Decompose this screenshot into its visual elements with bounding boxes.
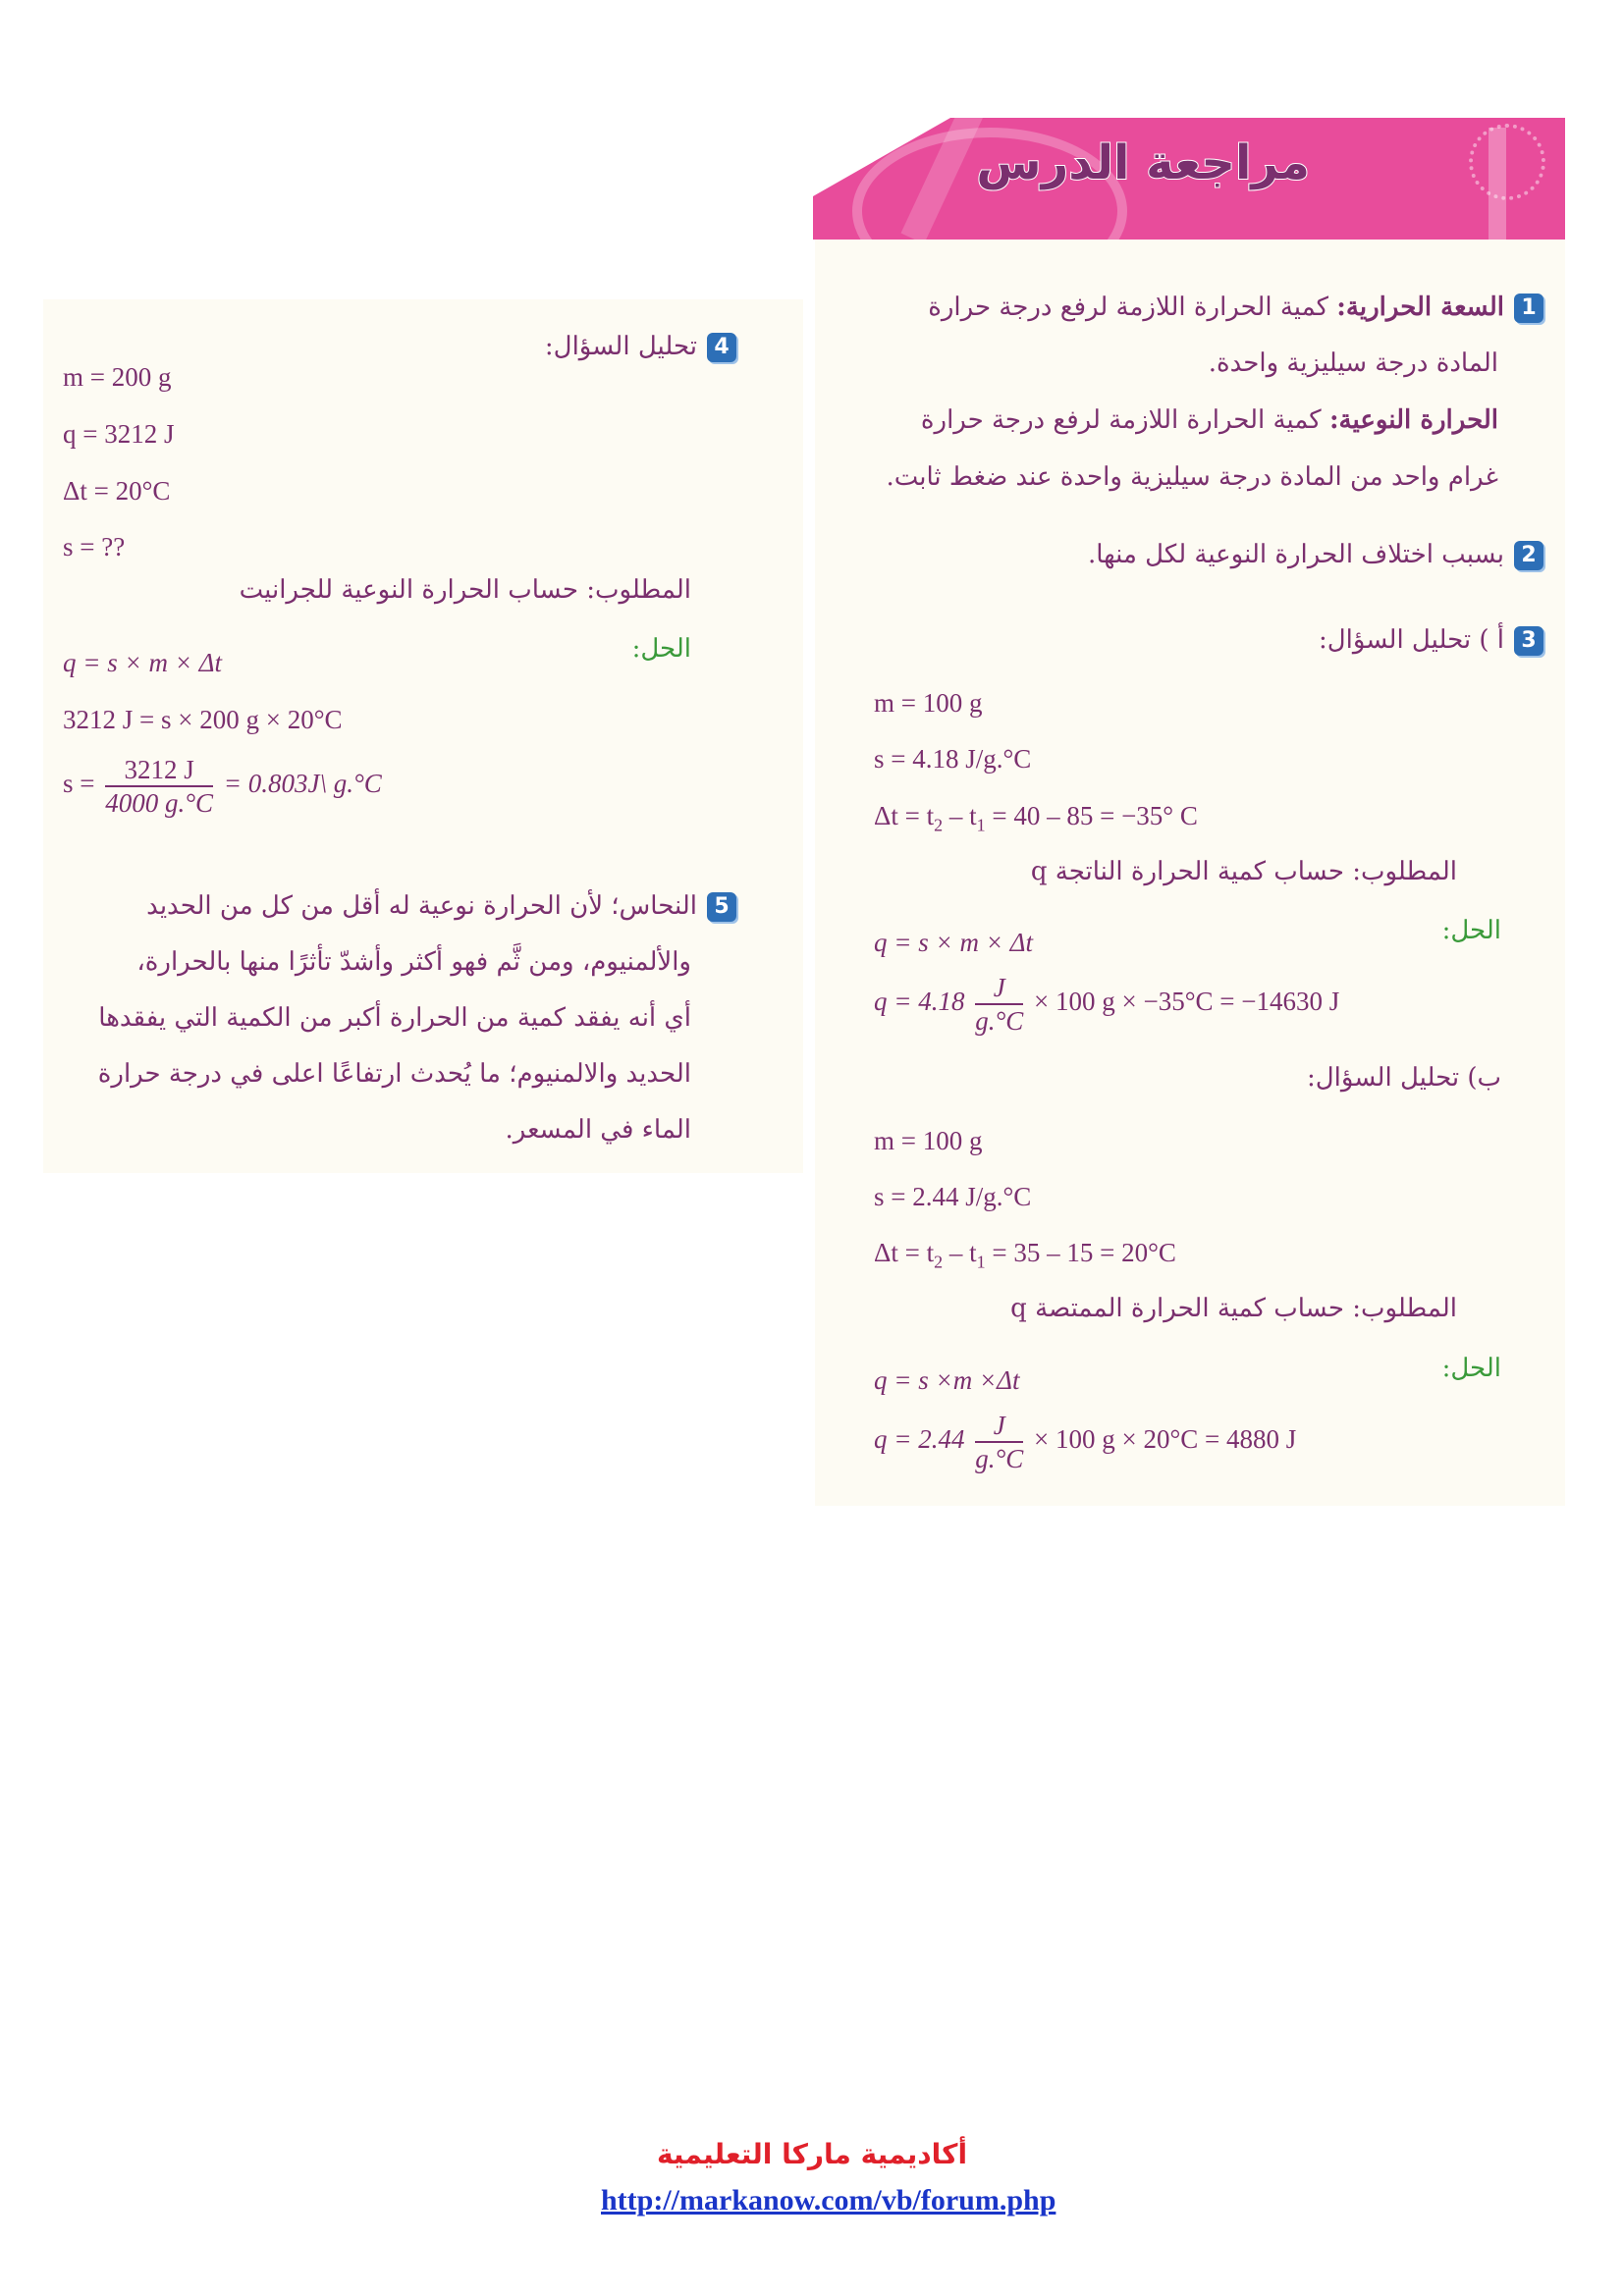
- bubbles-decoration: [1469, 124, 1545, 200]
- q2-number-badge: 2: [1514, 541, 1543, 570]
- q1-definition-2b: غرام واحد من المادة درجة سيليزية واحدة عند ضغط ثابت.: [886, 462, 1498, 492]
- q4-line: [545, 327, 736, 366]
- q3a-unit-fraction: $\frac{J}{g.^\circ C}$: [975, 973, 1024, 1036]
- q1-term-specific-heat: الحرارة النوعية:: [1328, 405, 1498, 435]
- q1-term-heat-capacity: السعة الحرارية:: [1336, 293, 1504, 322]
- q4-delta-t: Δt = 20°C: [63, 476, 171, 506]
- q3-number-badge: 3: [1514, 626, 1543, 656]
- q4-result-fraction: $\frac{3212 J}{4000 g.^\circ C}$: [105, 755, 214, 818]
- q4-mass: m = 200 g: [63, 362, 172, 392]
- q5-line1: [146, 886, 736, 926]
- q2-text: بسبب اختلاف الحرارة النوعية لكل منها.: [1087, 540, 1504, 569]
- lesson-review-banner: [813, 118, 1565, 240]
- q5-number-badge: 5: [707, 892, 736, 922]
- q5-text-2: والألمنيوم، ومن ثَّم فهو أكثر وأشدّ تأثرًا منها بالحرارة،: [136, 947, 691, 977]
- q4-unknown: s = ??: [63, 532, 126, 561]
- q3b-required: المطلوب: حساب كمية الحرارة الممتصة q: [1010, 1294, 1457, 1323]
- q3b-delta-t: $\Delta t = t_2 - t_1 = 35 - 15 = 20^\circ C$: [874, 1238, 1176, 1272]
- q1-line3: [921, 400, 1498, 440]
- q3a-delta-t: $\Delta t = t_2 - t_1 = 40 - 85 = -35^\circ$ C: [874, 801, 1198, 835]
- q1-definition-1b: المادة درجة سيليزية واحدة.: [1208, 348, 1498, 378]
- q3b-heading: ب) تحليل السؤال:: [1307, 1063, 1501, 1093]
- q3b-calculation: q = 2.44 $\frac{J}{g.^\circ C}$ × 100 g × 20°C = 4880 J: [874, 1411, 1297, 1473]
- q5-text-5: الماء في المسعر.: [505, 1115, 691, 1145]
- q4-heat: q = 3212 J: [63, 419, 175, 449]
- q3b-formula: q = s ×m ×Δt: [874, 1365, 1020, 1395]
- q3-line: [1319, 620, 1543, 660]
- academy-name: أكاديمية ماركا التعليمية: [656, 2138, 968, 2170]
- q4-heading: تحليل السؤال:: [544, 332, 697, 361]
- q3a-formula: q = s × m × Δt: [874, 928, 1034, 957]
- q3b-specific-heat: s = 2.44 J/g.°C: [874, 1182, 1032, 1211]
- q3b-unit-fraction: $\frac{J}{g.^\circ C}$: [975, 1411, 1024, 1473]
- q3a-heading: أ ) تحليل السؤال:: [1319, 625, 1504, 655]
- banner-title: مراجعة الدرس: [976, 135, 1310, 190]
- q3a-calculation: q = 4.18 $\frac{J}{g.^\circ C}$ × 100 g × −35°C = −14630 J: [874, 973, 1340, 1036]
- q5-text-3: أي أنه يفقد كمية من الحرارة أكبر من الكمية التي يفقدها: [98, 1003, 691, 1033]
- q4-substitution: 3212 J = s × 200 g × 20°C: [63, 705, 343, 734]
- q5-text-4: الحديد والالمنيوم؛ ما يُحدث ارتفاعًا اعلى في درجة حرارة: [97, 1059, 691, 1089]
- q3b-mass: m = 100 g: [874, 1126, 983, 1155]
- q3b-solution-label: الحل:: [1441, 1354, 1501, 1383]
- q1-definition-2a: كمية الحرارة اللازمة لرفع درجة حرارة: [920, 405, 1322, 435]
- q4-result: s = $\frac{3212 J}{4000 g.^\circ C}$ = 0.803J\ g.°C: [63, 755, 382, 818]
- q4-number-badge: 4: [707, 333, 736, 362]
- q1-definition-1a: كمية الحرارة اللازمة لرفع درجة حرارة: [928, 293, 1329, 322]
- q1-line1: [928, 288, 1543, 327]
- q4-formula: q = s × m × Δt: [63, 648, 223, 677]
- q3a-specific-heat: s = 4.18 J/g.°C: [874, 744, 1032, 774]
- q4-solution-label: الحل:: [631, 634, 691, 664]
- q3a-mass: m = 100 g: [874, 688, 983, 718]
- q3a-required: المطلوب: حساب كمية الحرارة الناتجة q: [1030, 857, 1457, 886]
- q5-text-1: النحاس؛ لأن الحرارة نوعية له أقل من كل من الحديد: [146, 891, 697, 921]
- q4-required: المطلوب: حساب الحرارة النوعية للجرانيت: [239, 575, 691, 605]
- forum-link[interactable]: http://markanow.com/vb/forum.php: [601, 2184, 1056, 2216]
- q2-line: [1088, 535, 1543, 574]
- q3a-solution-label: الحل:: [1441, 916, 1501, 945]
- q1-number-badge: 1: [1514, 294, 1543, 323]
